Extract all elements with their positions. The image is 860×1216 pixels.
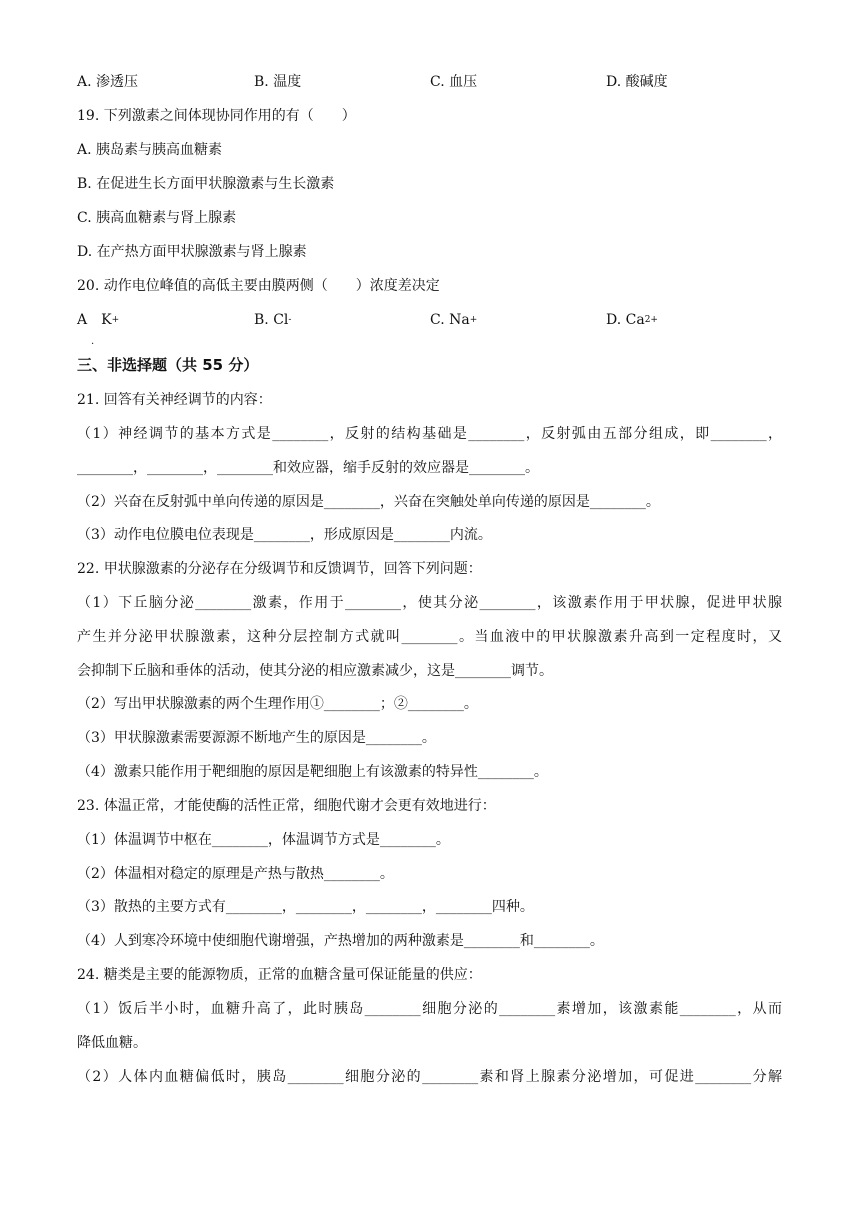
q19-option-d: D. 在产热方面甲状腺激素与肾上腺素 xyxy=(77,244,307,260)
q19-option-b: B. 在促进生长方面甲状腺激素与生长激素 xyxy=(77,176,335,192)
q23-stem: 23. 体温正常，才能使酶的活性正常，细胞代谢才会更有效地进行： xyxy=(77,798,496,814)
q19-option-a: A. 胰岛素与胰高血糖素 xyxy=(77,142,223,158)
q24-part2-line1: （2）人体内血糖偏低时，胰岛________细胞分泌的________素和肾上腺素分泌增加，可促进________分解 xyxy=(77,1069,782,1085)
q18-options-row xyxy=(77,72,782,92)
q23-part3: （3）散热的主要方式有________，________，________，________四种。 xyxy=(77,899,534,915)
q22-stem: 22. 甲状腺激素的分泌存在分级调节和反馈调节，回答下列问题： xyxy=(77,561,482,577)
q23-part4: （4）人到寒冷环境中使细胞代谢增强，产热增加的两种激素是________和________。 xyxy=(77,933,604,949)
q20-option-a: A K+ xyxy=(77,312,120,328)
q20-option-d: D. $Ca^{2+}$ xyxy=(606,312,658,328)
q21-part1-line1: （1）神经调节的基本方式是________，反射的结构基础是________，反射弧由五部分组成，即________， xyxy=(77,426,782,442)
q21-stem: 21. 回答有关神经调节的内容： xyxy=(77,392,272,408)
q21-part3: （3）动作电位膜电位表现是________，形成原因是________内流。 xyxy=(77,527,492,543)
q22-part1-line3: 会抑制下丘脑和垂体的活动，使其分泌的相应激素减少，这是________调节。 xyxy=(77,663,553,679)
q20-option-b: B. Cl- xyxy=(254,312,292,328)
q19-option-c: C. 胰高血糖素与肾上腺素 xyxy=(77,210,237,226)
q23-part2: （2）体温相对稳定的原理是产热与散热________。 xyxy=(77,866,394,882)
q21-part2: （2）兴奋在反射弧中单向传递的原因是________，兴奋在突触处单向传递的原因是________。 xyxy=(77,494,660,510)
q20-stem: 20. 动作电位峰值的高低主要由膜两侧（ ）浓度差决定 xyxy=(77,278,440,294)
q18-option-d: D. 酸碱度 xyxy=(606,74,668,90)
q20-options-row xyxy=(77,310,782,330)
q20-option-c: C. Na+ xyxy=(430,312,478,328)
q22-part4: （4）激素只能作用于靶细胞的原因是靶细胞上有该激素的特异性________。 xyxy=(77,764,548,780)
q22-part3: （3）甲状腺激素需要源源不断地产生的原因是________。 xyxy=(77,730,436,746)
q22-part2: （2）写出甲状腺激素的两个生理作用①________；②________。 xyxy=(77,696,478,712)
q18-option-a: A. 渗透压 xyxy=(77,74,139,90)
stray-dot-mark: . xyxy=(91,336,95,347)
q23-part1: （1）体温调节中枢在________，体温调节方式是________。 xyxy=(77,832,450,848)
q22-part1-line1: （1）下丘脑分泌________激素，作用于________，使其分泌________，该激素作用于甲状腺，促进甲状腺 xyxy=(77,595,782,611)
q24-part1-line2: 降低血糖。 xyxy=(77,1035,147,1051)
q19-stem: 19. 下列激素之间体现协同作用的有（ ） xyxy=(77,108,356,124)
q24-part1-line1: （1）饭后半小时，血糖升高了，此时胰岛________细胞分泌的________素增加，该激素能________，从而 xyxy=(77,1001,782,1017)
q22-part1-line2: 产生并分泌甲状腺激素，这种分层控制方式就叫________。当血液中的甲状腺激素升高到一定程度时，又 xyxy=(77,629,782,645)
q24-stem: 24. 糖类是主要的能源物质，正常的血糖含量可保证能量的供应： xyxy=(77,967,482,983)
q18-option-c: C. 血压 xyxy=(430,74,478,90)
q21-part1-line2: ________，________，________和效应器，缩手反射的效应器是________。 xyxy=(77,460,539,476)
section-3-heading: 三、非选择题（共 55 分） xyxy=(77,356,259,374)
q18-option-b: B. 温度 xyxy=(254,74,302,90)
